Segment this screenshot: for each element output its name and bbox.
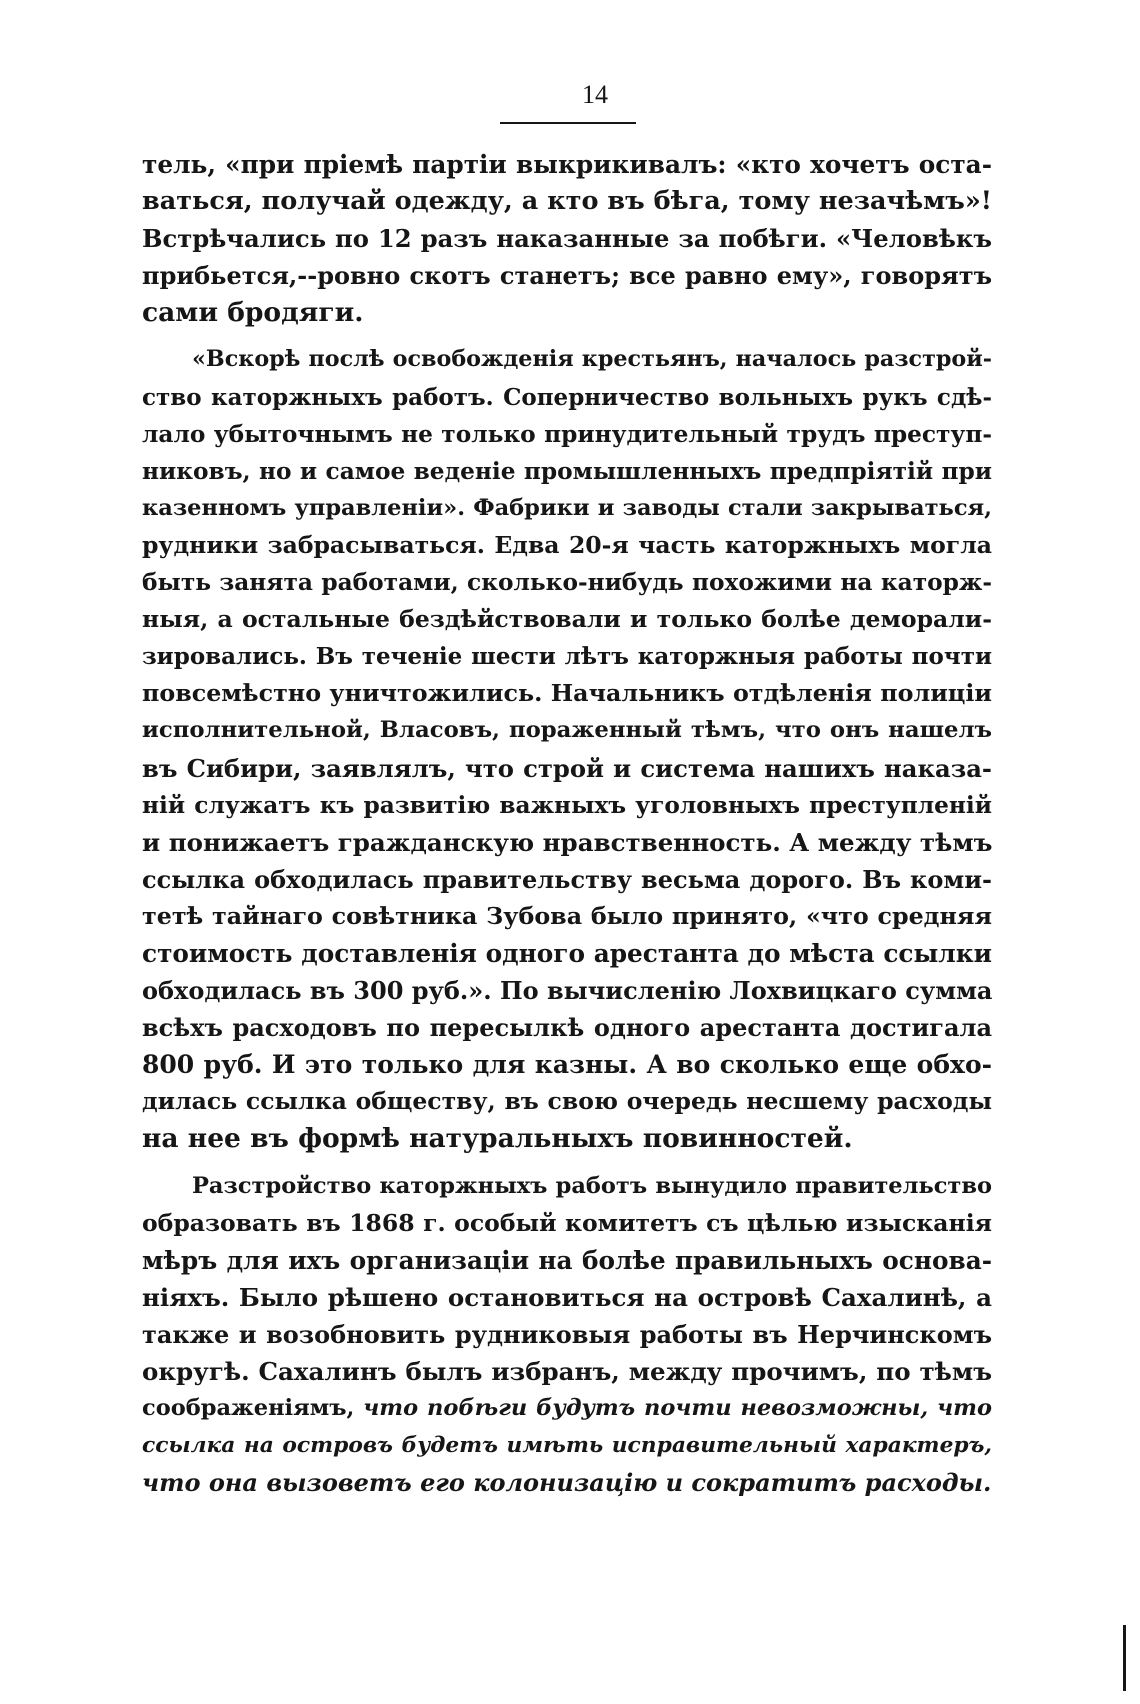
text-plain: соображеніямъ, <box>142 1395 364 1422</box>
paragraph-1 <box>142 146 992 331</box>
text-line: быть занята работами, сколько-нибудь похожими на каторж- <box>142 569 992 597</box>
text-line: ссылка обходилась правительству весьма дорого. Въ коми- <box>142 864 992 894</box>
text-line: дилась ссылка обществу, въ свою очередь несшему расходы <box>142 1087 992 1116</box>
margin-mark <box>1123 1625 1126 1691</box>
text-line: казенномъ управленіи». Фабрики и заводы стали закрываться, <box>142 494 992 521</box>
text-line: никовъ, но и самое веденіе промышленныхъ предпріятій при <box>142 457 992 485</box>
text-line: ваться, получай одежду, а кто въ бѣга, тому незачѣмъ»! <box>142 186 992 217</box>
paragraph-gap <box>142 1158 992 1168</box>
text-line: ство каторжныхъ работъ. Соперничество вольныхъ рукъ сдѣ- <box>142 383 992 411</box>
text-italic: что побѣги будутъ почти невозможны, что <box>363 1395 992 1422</box>
text-line-italic: что она вызоветъ его колонизацію и сократитъ расходы. <box>142 1468 992 1498</box>
text-line: тетѣ тайнаго совѣтника Зубова было принято, «что средняя <box>142 901 992 930</box>
text-line: обходилась въ 300 руб.». По вычисленію Лохвицкаго сумма <box>142 976 993 1006</box>
text-line: также и возобновить рудниковыя работы въ Нерчинскомъ <box>142 1319 992 1349</box>
text-line: тель, «при пріемѣ партіи выкрикивалъ: «кто хочетъ оста- <box>142 150 992 179</box>
paragraph-2 <box>142 341 992 1157</box>
text-line-italic: ссылка на островъ будетъ имѣть исправительный характеръ, <box>142 1433 992 1459</box>
header-rule <box>500 122 636 124</box>
text-line: и понижаетъ гражданскую нравственность. А между тѣмъ <box>142 827 993 857</box>
text-line: Разстройство каторжныхъ работъ вынудило правительство <box>192 1172 992 1199</box>
paragraph-3 <box>142 1168 992 1502</box>
text-line: Встрѣчались по 12 разъ наказанные за побѣги. «Человѣкъ <box>142 224 992 254</box>
text-line: 800 руб. И это только для казны. А во сколько еще обхо- <box>142 1050 992 1080</box>
text-line: въ Сибири, заявлялъ, что строй и система нашихъ наказа- <box>142 753 992 783</box>
paragraph-gap <box>142 331 992 341</box>
page-number: 14 <box>582 80 608 109</box>
text-line: ныя, а остальные бездѣйствовали и только болѣе деморали- <box>142 605 992 634</box>
text-line: повсемѣстно уничтожились. Начальникъ отдѣленія полиціи <box>142 679 992 708</box>
text-line: ніяхъ. Было рѣшено остановиться на островѣ Сахалинѣ, а <box>142 1282 992 1312</box>
text-line: лало убыточнымъ не только принудительный трудъ преступ- <box>142 420 992 448</box>
text-line: образовать въ 1868 г. особый комитетъ съ цѣлью изысканія <box>142 1208 992 1237</box>
text-line: мѣръ для ихъ организаціи на болѣе правильныхъ основа- <box>142 1245 992 1275</box>
text-line: на нее въ формѣ натуральныхъ повинностей. <box>142 1123 853 1155</box>
text-line: исполнительной, Власовъ, пораженный тѣмъ, что онъ нашелъ <box>142 717 992 744</box>
text-line: прибьется,--ровно скотъ станетъ; все равно ему», говорятъ <box>142 261 992 291</box>
text-line: всѣхъ расходовъ по пересылкѣ одного арестанта достигала <box>142 1013 992 1043</box>
text-line-mixed <box>142 1390 992 1427</box>
text-line: сами бродяги. <box>142 297 364 329</box>
text-line: стоимость доставленія одного арестанта до мѣста ссылки <box>142 938 992 968</box>
text-line: ній служатъ къ развитію важныхъ уголовныхъ преступленій <box>142 791 992 819</box>
text-line: рудники забрасываться. Едва 20-я часть каторжныхъ могла <box>142 530 992 559</box>
body-text <box>142 146 992 1501</box>
text-line: округѣ. Сахалинъ былъ избранъ, между прочимъ, по тѣмъ <box>142 1357 992 1386</box>
text-line: «Вскорѣ послѣ освобожденія крестьянъ, началось разстрой- <box>192 346 992 373</box>
text-line: зировались. Въ теченіе шести лѣтъ каторжныя работы почти <box>142 643 992 671</box>
